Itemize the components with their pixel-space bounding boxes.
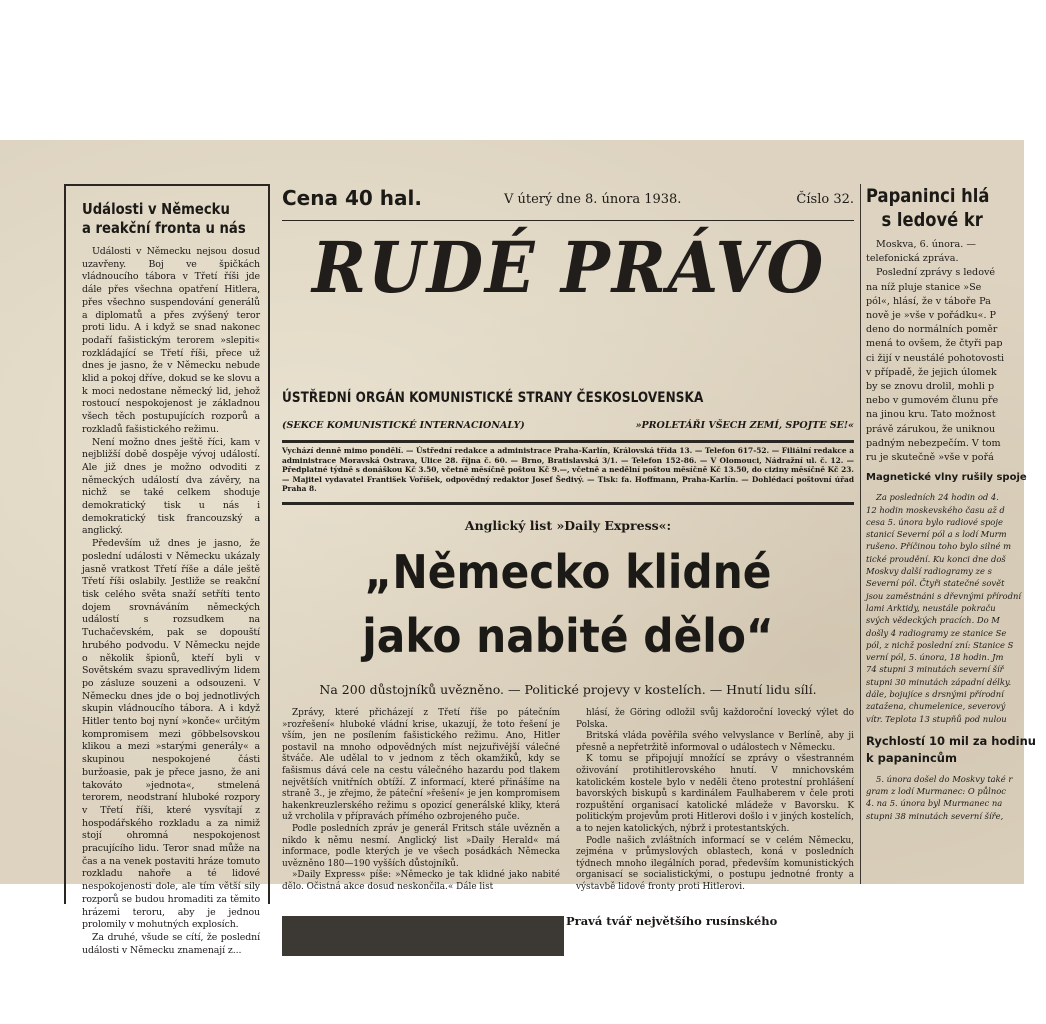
text-line: lami Arktidy, neustále pokraču [866, 602, 996, 613]
issue-date: V úterý dne 8. února 1938. [504, 192, 682, 207]
paragraph: »Daily Express« píše: »Německo je tak klidné jako nabité dělo. Očistná akce dosud neskončila.« Dále list [282, 870, 560, 892]
left-editorial-column [64, 184, 270, 956]
newspaper-page [0, 140, 1036, 956]
paragraph: K tomu se připojují množící se zprávy o všestranném oživování protihitlerovského hnutí. V mnichovském katolickém kostele bylo v neděli čteno protestní prohlášení bavorských biskupů s kardinálem Faulhaberem v čele proti rozpuštění organisací katolické mládeže v Bavorsku. K politickým projevům proti Hitlerovi došlo i v jiných kostelích, a to nejen katolických, nýbrž i protestantských. [576, 754, 854, 834]
text-line: gram z lodí Murmanec: O půlnoc [866, 786, 1006, 797]
left-editorial-body [82, 246, 260, 957]
left-title-line: Události v Německu [82, 200, 230, 218]
paragraph: Není možno dnes ještě říci, kam v nejbližší době dospěje vývoj událostí. Ale již dnes je možno odvoditi z německých událostí dva závěry, na nichž se také celkem shoduje demokratický tisk u nás i demokratický tisk francouzský a anglický. [82, 436, 260, 537]
text-line: právě zárukou, že uniknou [866, 423, 996, 435]
paragraph: Britská vláda pověřila svého velvyslance v Berlíně, aby ji přesně a nepřetržitě informoval o událostech v Německu. [576, 731, 854, 753]
text-line: na jinou kru. Tato možnost [866, 409, 996, 421]
front-page-center [282, 184, 854, 928]
text-line: dále, bojujíce s drsnými přírodní [866, 689, 1004, 699]
text-line: stupni 38 minutách severní šíře, [866, 810, 1004, 821]
text-line: telefonická zpráva. [866, 253, 959, 265]
right-title-line: s ledové kr [881, 209, 983, 231]
masthead-subtitle: ÚSTŘEDNÍ ORGÁN KOMUNISTICKÉ STRANY ČESKOSLOVENSKA [282, 390, 704, 406]
right-article-title [866, 184, 1021, 232]
text-line: Moskva, 6. února. — [876, 239, 976, 250]
text-line: ci žijí v neustálé pohotovosti [866, 352, 1005, 364]
text-line: mená to ovšem, že čtyři pap [866, 338, 1003, 350]
paragraph: Podle posledních zpráv je generál Fritsch stále uvězněn a nikdo k němu nesmí. Anglický list »Daily Herald« má informace, podle kterých je ve všech posádkách Německa uvězněno 180—190 vyšších důstojníků. [282, 823, 560, 869]
text-line: pól, z nichž poslední zní: Stanice S [866, 639, 1014, 650]
headline-line: „Německo klidné [364, 545, 772, 599]
paragraph: Podle našich zvláštních informací se v celém Německu, zejména v průmyslových oblastech, koná v posledních týdnech mnoho ilegálních porad, především komunistických organisací se socialistickými, o postupu jednotné fronty a výstavbě lidové fronty proti Hitlerovi. [576, 835, 854, 892]
text-line: Za posledních 24 hodin od 4. [876, 492, 999, 503]
issue-number: Číslo 32. [796, 192, 854, 207]
divider [282, 502, 854, 505]
subsection-heading [866, 733, 1046, 767]
text-line: pól«, hlásí, že v táboře Pa [866, 295, 991, 307]
text-line: nově je »vše v pořádku«. P [866, 310, 996, 322]
right-news-column [866, 184, 1046, 904]
text-line: tické proudění. Ku konci dne doš [866, 553, 1006, 564]
article-headline [305, 540, 831, 668]
text-line: padným nebezpečím. V tom [866, 437, 1001, 449]
article-column-left [282, 708, 560, 894]
text-line: verní pól, 5. února, 18 hodin. Jm [866, 652, 1004, 663]
divider [282, 440, 854, 443]
text-line: rušeno. Příčinou toho bylo silné m [866, 541, 1012, 552]
impressum: Vychází denně mimo pondělí. — Ústřední redakce a administrace Praha-Karlín, Královská třída 13. — Telefon 617-52. — Filiální redakce a administrace Moravská Ostrava, Ulice 28. října č. 60. — Brno, Bratislavská 3/1. — Telefon 152-86. — V Olomouci, Nádražní ul. č. 12. — Předplatné týdně s donáškou Kč 3.50, včetně měsíčně poštou Kč 9.—, včetně a nedělní poštou měsíčně Kč 13.50, do ciziny měsíčně Kč 23.— Majitel vydavatel František Voříšek, odpovědný redaktor Josef Šedivý. — Tisk: fa. Hoffmann, Praha-Karlín. — Dohlédací poštovní úřad Praha 8. [282, 446, 854, 494]
article-subhead: Na 200 důstojníků uvězněno. — Politické projevy v kostelích. — Hnutí lidu sílí. [319, 682, 817, 697]
text-line: 4. na 5. února byl Murmanec na [866, 798, 1003, 809]
magnetic-article-body [866, 491, 1046, 725]
article-body [282, 708, 854, 908]
article-kicker: Anglický list »Daily Express«: [464, 518, 672, 533]
section-label: (SEKCE KOMUNISTICKÉ INTERNACIONALY) [282, 420, 525, 431]
text-line: by se znovu drolil, mohli p [866, 381, 995, 393]
text-line: 74 stupni 3 minutách severní šíř [866, 664, 1004, 675]
text-line: ru je skutečně »vše v pořá [866, 452, 994, 464]
text-line: vítr. Teplota 13 stupňů pod nulou [866, 713, 1007, 724]
text-line: zatažena, chumelenice, severový [866, 701, 1006, 712]
issue-info-line [282, 184, 854, 218]
text-line: stanicí Severní pól a s lodí Murm [866, 529, 1007, 540]
speed-article-body [866, 773, 1046, 822]
paragraph: Události v Německu nejsou dosud uzavřeny. Boj ve špičkách vládnoucího tábora v Třetí říši jde dále přes všechna opatření Hitlera, přes všechno suspendování generálů a diplomatů a přes zvýšený teror proti lidu. A i když se snad nakonec podaří fašistickým terorem »slepiti« rozkládající se Třetí říši, přece už dnes je jasno, že v Německu nebude klid a pokoj dříve, dokud se ke slovu a k moci nedostane německý lid, jehož rostoucí nespokojenost je základnou všech těch postupujících rozporů a rozkladů fašistického režimu. [82, 246, 260, 435]
heading-line: k papanincům [866, 750, 957, 765]
text-line: jsou zaměstnáni s dřevnými přírodní [866, 590, 1022, 601]
right-article-body [866, 238, 1046, 465]
text-line: došly 4 radiogramy ze stanice Se [866, 627, 1007, 638]
text-line: cesa 5. února bylo radiové spoje [866, 516, 1003, 527]
article-column-right [576, 708, 854, 894]
paragraph: hlásí, že Göring odložil svůj každoroční lovecký výlet do Polska. [576, 708, 854, 730]
text-line: deno do normálních poměr [866, 324, 998, 336]
headline-line: jako nabité dělo“ [362, 609, 774, 663]
right-title-line: Papaninci hlá [866, 185, 990, 207]
box-heading: Pravá tvář největšího rusínského [566, 914, 778, 928]
text-line: Poslední zprávy s ledové [876, 267, 996, 279]
text-line: na níž pluje stanice »Se [866, 281, 982, 293]
newspaper-masthead: RUDÉ PRÁVO [312, 226, 826, 309]
price-label: Cena 40 hal. [282, 186, 422, 210]
text-line: svých vědeckých pracích. Do M [866, 615, 1000, 626]
text-line: 5. února došel do Moskvy také r [876, 773, 1013, 784]
text-line: stupni 30 minutách západní délky. [866, 676, 1012, 687]
text-line: 12 hodin moskevského času až d [866, 504, 1005, 515]
column-divider [860, 184, 861, 884]
paragraph: Především už dnes je jasno, že poslední události v Německu ukázaly jasně vratkost Třetí říše a dále ještě Třetí říši oslabily. Jestliže se reakční tisk celého světa snaží setříti tento dojem srovnáváním německých událostí s rozsudkem na Tuchačevském, pak se dopouští hrubého podvodu. V Německu nejde o několik špionů, kteří byli v Sovětském svazu spravedlivým lidem po zásluze souzeni a odsouzeni. V Německu dnes jde o boj jednotlivých skupin vládnoucího tábora. A i když Hitler tento boj nyní »konče« určitým kompromisem mezi göbbelsovskou klikou a mezi »starými generály« a skupinou nespokojené části buržoasie, pak je přece jasno, že ani takováto »jednota«, stmelená terorem, neodstraní hluboké rozpory v Třetí říši, které vysvítají z hospodářského rozkladu a za nimiž stojí ohromná nespokojenost pracujícího lidu. Teror snad může na čas a na venek postaviti hráze tomuto rozkladu nahoře a té lidové nespokojenosti dole, ale tím větší sily rozporů se budou hromaditi za těmito hrázemi teroru, aby je jednou prolomily v mohutných explosích. [82, 538, 260, 931]
text-line: v případě, že jejich úlomek [866, 366, 997, 378]
text-line: nebo v gumovém člunu pře [866, 395, 999, 407]
heading-line: Rychlostí 10 mil za hodinu [866, 733, 1036, 748]
slogan: »PROLETÁŘI VŠECH ZEMÍ, SPOJTE SE!« [635, 420, 854, 431]
paragraph: Zprávy, které přicházejí z Třetí říše po pátečním »rozřešení« hluboké vládní krise, ukazují, že toto řešení je vším, jen ne posílením fašistického režimu. Ano, Hitler postavil na mnoho odpovědných míst nejzuřivější válečné štváče. Ale udělal to v jednom z těch okamžiků, kdy se fašismus dává cele na cestu válečného hazardu pod tlakem největších vnitřních obtíží. Z informací, které přinášíme na straně 3., je zřejmo, že páteční »řešení« je jen kompromisem hakenkreuzlerského režimu s opozicí generálské kliky, která už vrcholila v přípravách přímého ozbrojeného puče. [282, 708, 560, 823]
subsection-heading: Magnetické vlny rušily spoje [866, 472, 1027, 484]
left-title-line: a reakční fronta u nás [82, 219, 246, 237]
text-line: Severní pól. Čtyři statečné sovět [866, 578, 1005, 589]
divider [282, 220, 854, 221]
paragraph: Za druhé, všude se cítí, že poslední události v Německu znamenají z... [82, 931, 260, 956]
left-editorial-title [82, 200, 246, 238]
photo-block [282, 916, 564, 956]
text-line: Moskvy další radiogramy ze s [866, 566, 992, 577]
